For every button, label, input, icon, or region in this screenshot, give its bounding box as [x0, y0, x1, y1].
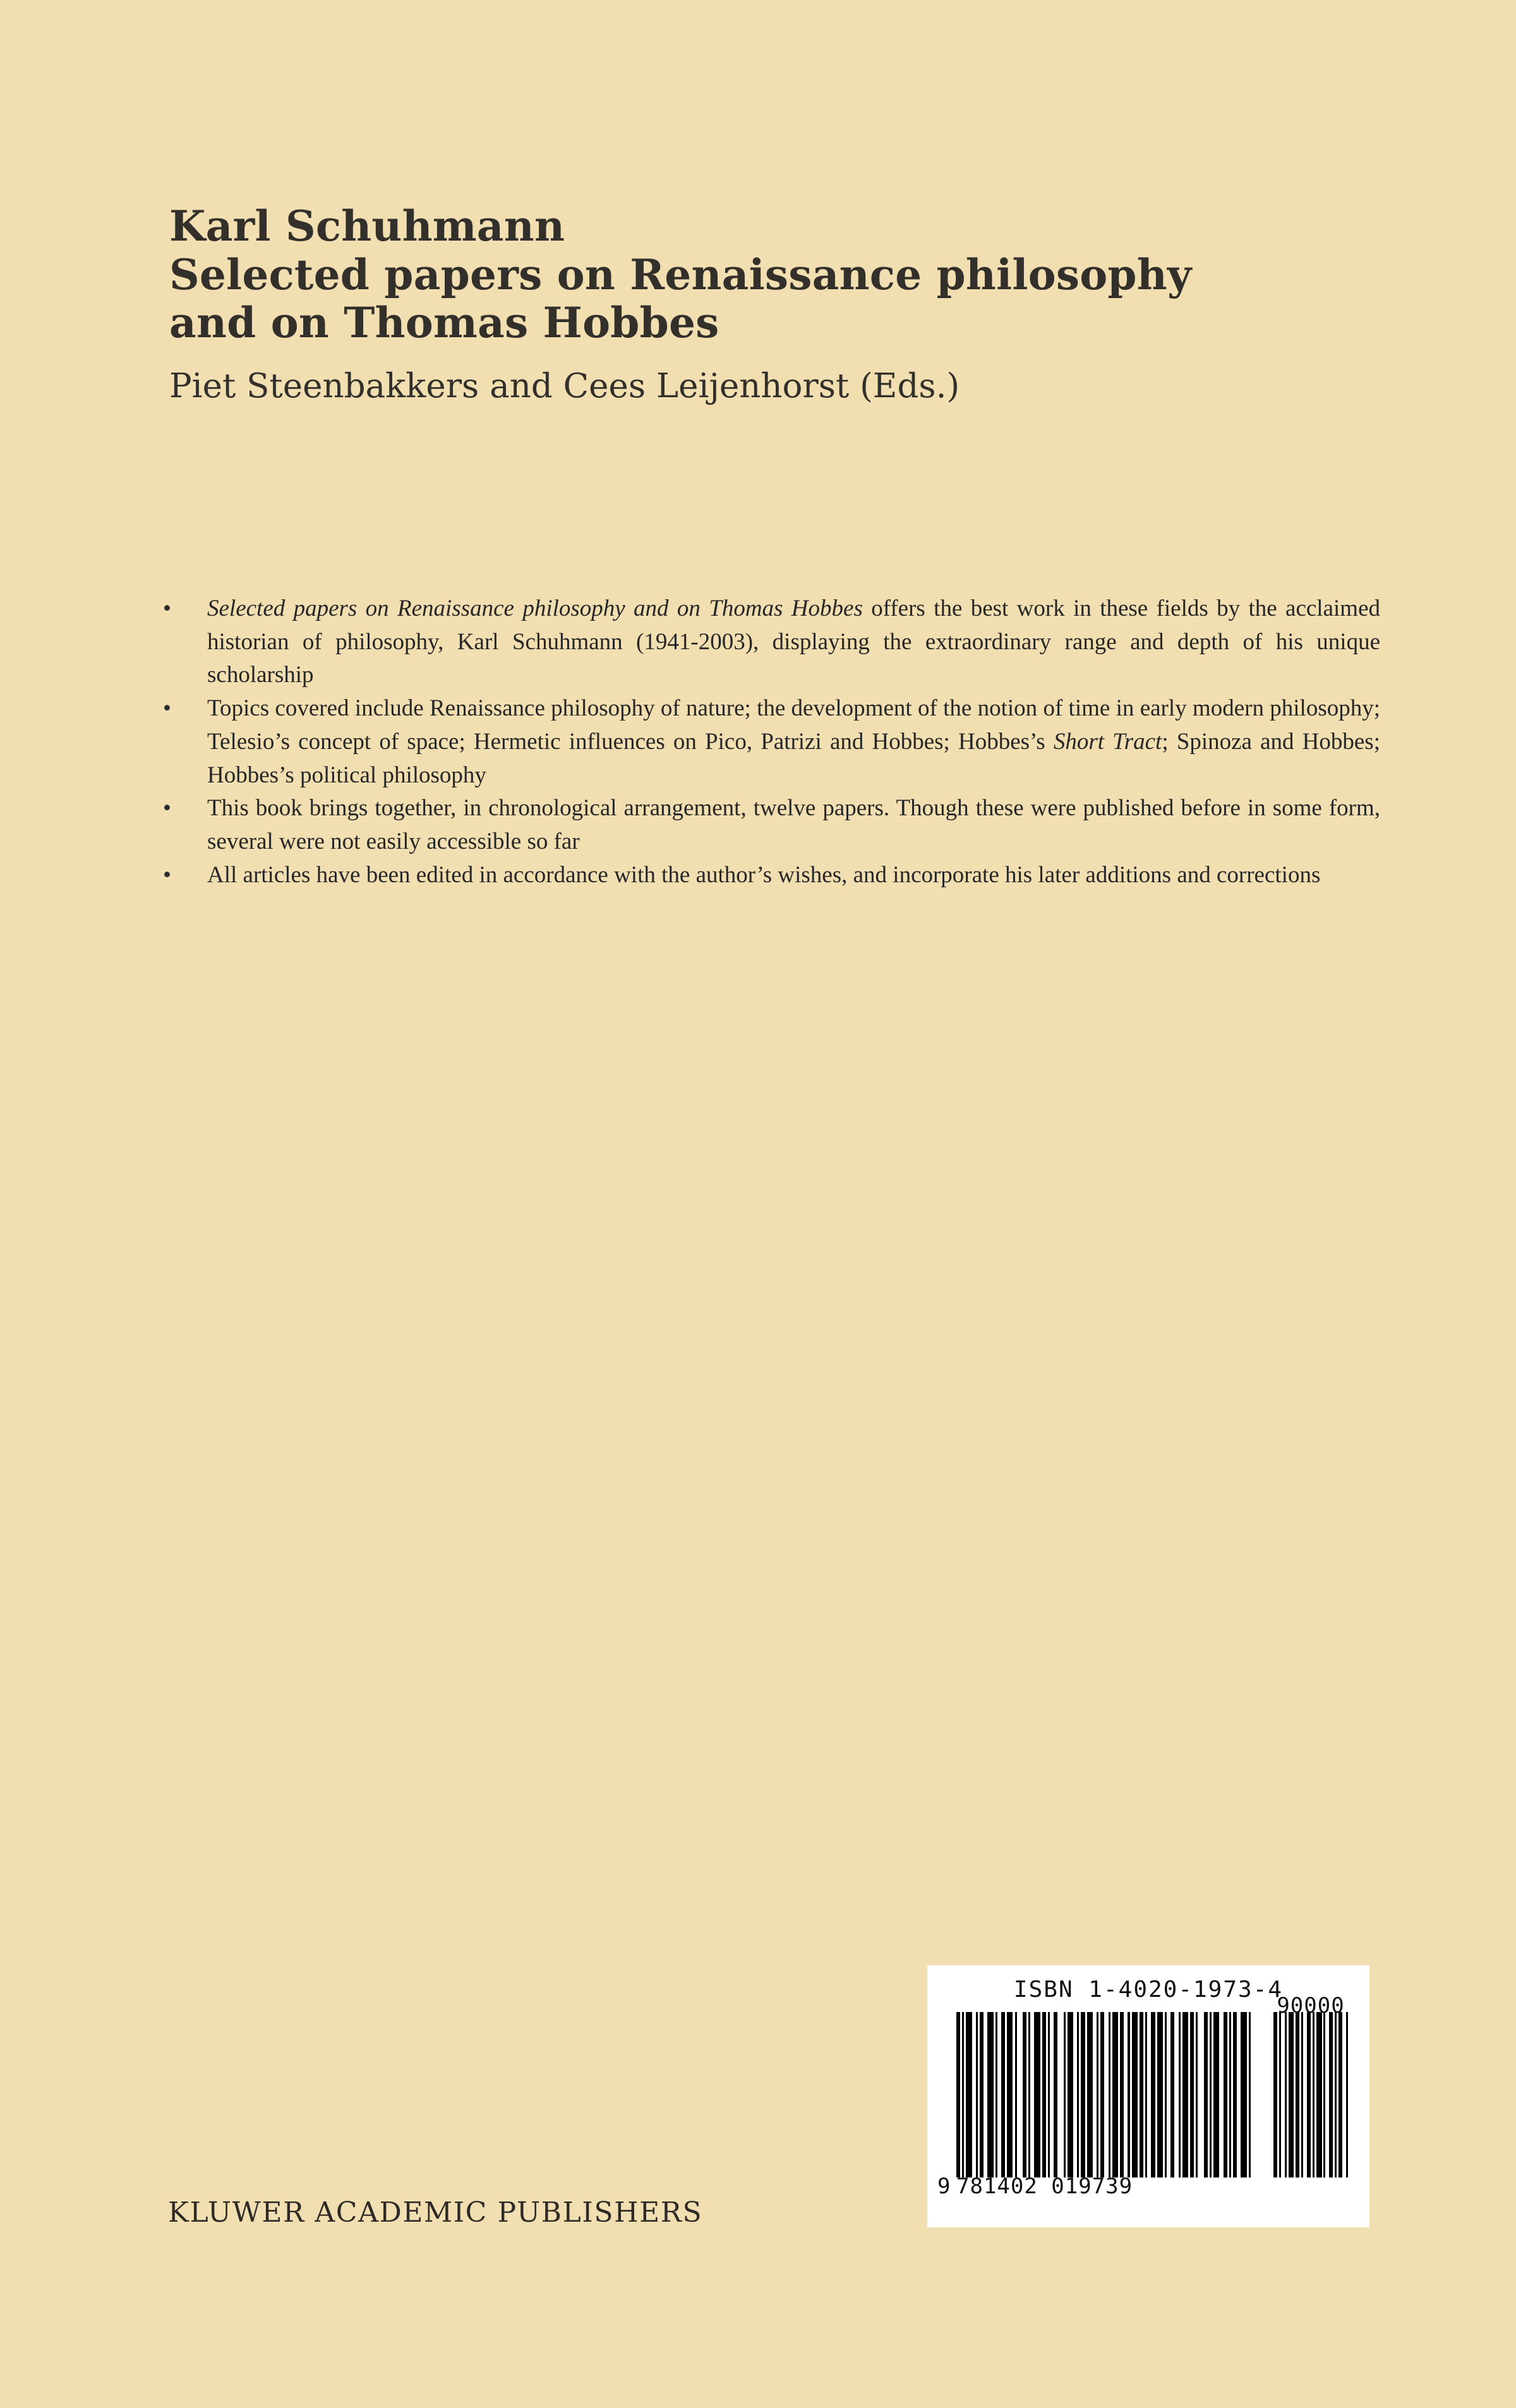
barcode-bars-main [956, 2012, 1253, 2177]
blurb-bullet-list [158, 592, 1380, 892]
barcode-addon-digits: 90000 [1277, 1993, 1345, 2018]
barcode-ean-digits: 781402 019739 [956, 2174, 1133, 2199]
barcode-lead-digit: 9 [937, 2174, 951, 2199]
list-item [158, 792, 1380, 858]
book-title-line-1: Selected papers on Renaissance philosophy [169, 249, 1192, 299]
title-block [169, 202, 1357, 406]
bullet-marker: • [163, 795, 171, 822]
bullet-text-3: This book brings together, in chronological arrangement, twelve papers. Though these were published before in some form, several were not easily accessible so far [207, 795, 1380, 855]
list-item [158, 692, 1380, 792]
publisher-name: KLUWER ACADEMIC PUBLISHERS [168, 2196, 703, 2229]
bullet-text-4: All articles have been edited in accordance with the author’s wishes, and incorporate his later additions and corrections [207, 861, 1321, 888]
isbn-text: ISBN 1-4020-1973-4 [1013, 1977, 1284, 2003]
bullet-marker: • [163, 596, 171, 621]
list-item [158, 859, 1380, 892]
bullet-marker: • [163, 861, 171, 888]
isbn-barcode [927, 1965, 1369, 2227]
editors-line: Piet Steenbakkers and Cees Leijenhorst (Eds.) [169, 366, 960, 405]
barcode-bars-addon [1273, 2012, 1348, 2177]
bullet-marker: • [163, 695, 171, 722]
bullet-text-2: Topics covered include Renaissance philosophy of nature; the development of the notion of time in early modern philosophy; Telesio’s concept of space; Hermetic influences on Pico, Patrizi and Hobbes; Hobbes’s Short Tract; Spinoza and Hobbes; Hobbes’s political philosophy [207, 695, 1380, 788]
book-title-line-2: and on Thomas Hobbes [169, 298, 719, 348]
author-name: Karl Schuhmann [169, 201, 565, 251]
list-item [158, 592, 1380, 692]
bullet-text-1: Selected papers on Renaissance philosophy and on Thomas Hobbes offers the best work in these fields by the acclaimed historian of philosophy, Karl Schuhmann (1941-2003), displaying the extraordinary range and depth of his unique scholarship [207, 596, 1380, 688]
